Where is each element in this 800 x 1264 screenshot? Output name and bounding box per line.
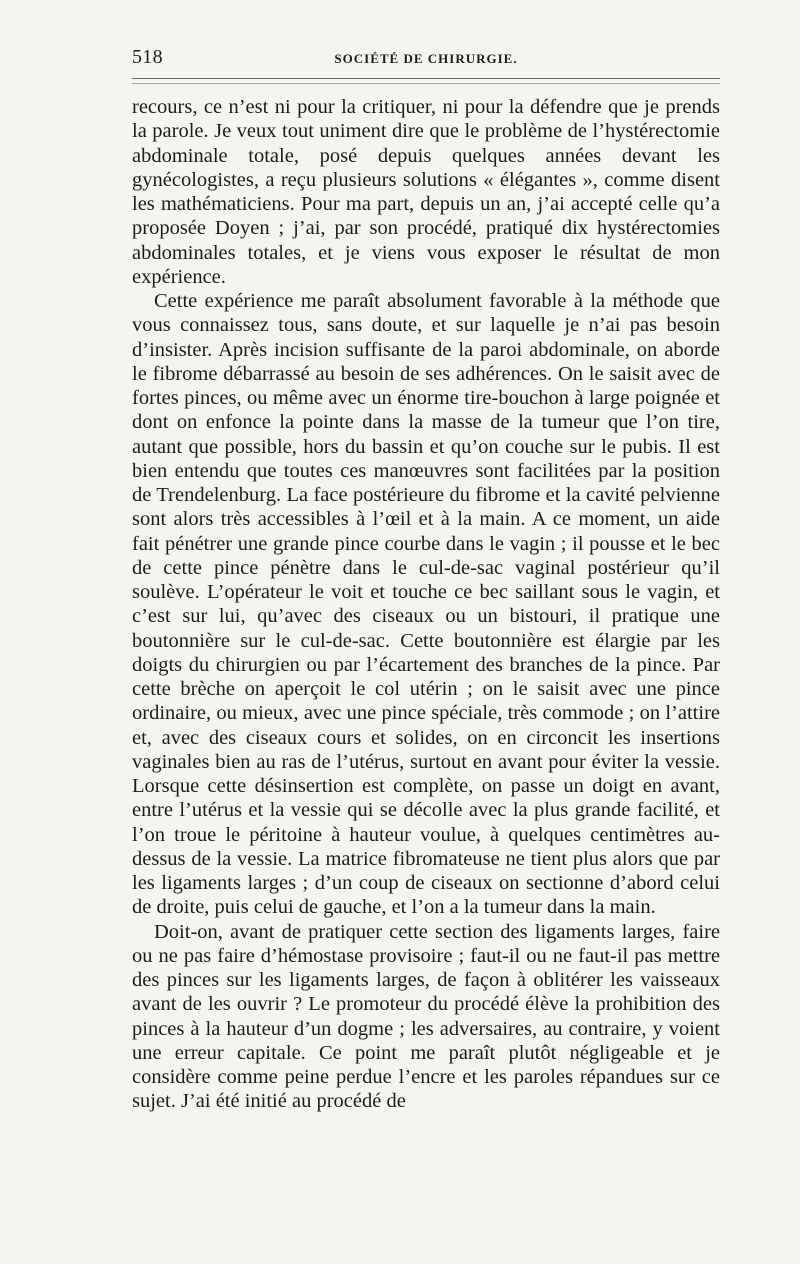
- header-rule-secondary: [132, 83, 720, 84]
- paragraph-continuation: recours, ce n’est ni pour la critiquer, ni pour la défendre que je prends la parole. Je veux tout uniment dire que le problème de l’hystérectomie abdominale totale, posé depuis quelques années devant les gynécologistes, a reçu plusieurs solutions « élégantes », comme disent les mathématiciens. Pour ma part, depuis un an, j’ai accepté celle qu’a proposée Doyen ; j’ai, par son procédé, pratiqué dix hystérectomies abdominales totales, et je viens vous exposer le résultat de mon expérience.: [132, 96, 720, 288]
- header-rule: [132, 78, 720, 79]
- running-head: SOCIÉTÉ DE CHIRURGIE.: [334, 51, 518, 66]
- page-number: 518: [132, 46, 163, 68]
- body-text: [132, 95, 720, 1114]
- paragraph-hemostasis: Doit-on, avant de pratiquer cette section des ligaments larges, faire ou ne pas faire d’hémostase provisoire ; faut-il ou ne faut-il pas mettre des pinces sur les ligaments larges, de façon à oblitérer les vaisseaux avant de les ouvrir ? Le promoteur du procédé élève la prohibition des pinces à la hauteur d’un dogme ; les adversaires, au contraire, y voient une erreur capitale. Ce point me paraît plutôt négligeable et je considère comme peine perdue l’encre et les paroles répandues sur ce sujet. J’ai été initié au procédé de: [132, 920, 720, 1113]
- page-header: [132, 44, 720, 74]
- paragraph-procedure: Cette expérience me paraît absolument favorable à la méthode que vous connaissez tous, sans doute, et sur laquelle je n’ai pas besoin d’insister. Après incision suffisante de la paroi abdominale, on aborde le fibrome débarrassé au besoin de ses adhérences. On le saisit avec de fortes pinces, ou même avec un énorme tire-bouchon à large poignée et dont on enfonce la pointe dans la masse de la tumeur que l’on tire, autant que possible, hors du bassin et qu’on couche sur le pubis. Il est bien entendu que toutes ces manœuvres sont facilitées par la position de Trendelenburg. La face postérieure du fibrome et la cavité pelvienne sont alors très accessibles à l’œil et à la main. A ce moment, un aide fait pénétrer une grande pince courbe dans le vagin ; il pousse et le bec de cette pince pénètre dans le cul-de-sac vaginal postérieur qu’il soulève. L’opérateur le voit et touche ce bec saillant sous le vagin, et c’est sur lui, qu’avec des ciseaux ou un bistouri, il pratique une boutonnière sur le cul-de-sac. Cette boutonnière est élargie par les doigts du chirurgien ou par l’écartement des branches de la pince. Par cette brèche on aperçoit le col utérin ; on le saisit avec une pince ordinaire, ou mieux, avec une pince spéciale, très commode ; on l’attire et, avec des ciseaux cours et solides, on en circoncit les insertions vaginales bien au ras de l’utérus, surtout en avant pour éviter la vessie. Lorsque cette désinsertion est complète, on passe un doigt en avant, entre l’utérus et la vessie qui se décolle avec la plus grande facilité, et l’on troue le péritoine à hauteur voulue, à quelques centimètres au-dessus de la vessie. La matrice fibromateuse ne tient plus alors que par les ligaments larges ; d’un coup de ciseaux on sectionne d’abord celui de droite, puis celui de gauche, et l’on a la tumeur dans la main.: [132, 290, 720, 919]
